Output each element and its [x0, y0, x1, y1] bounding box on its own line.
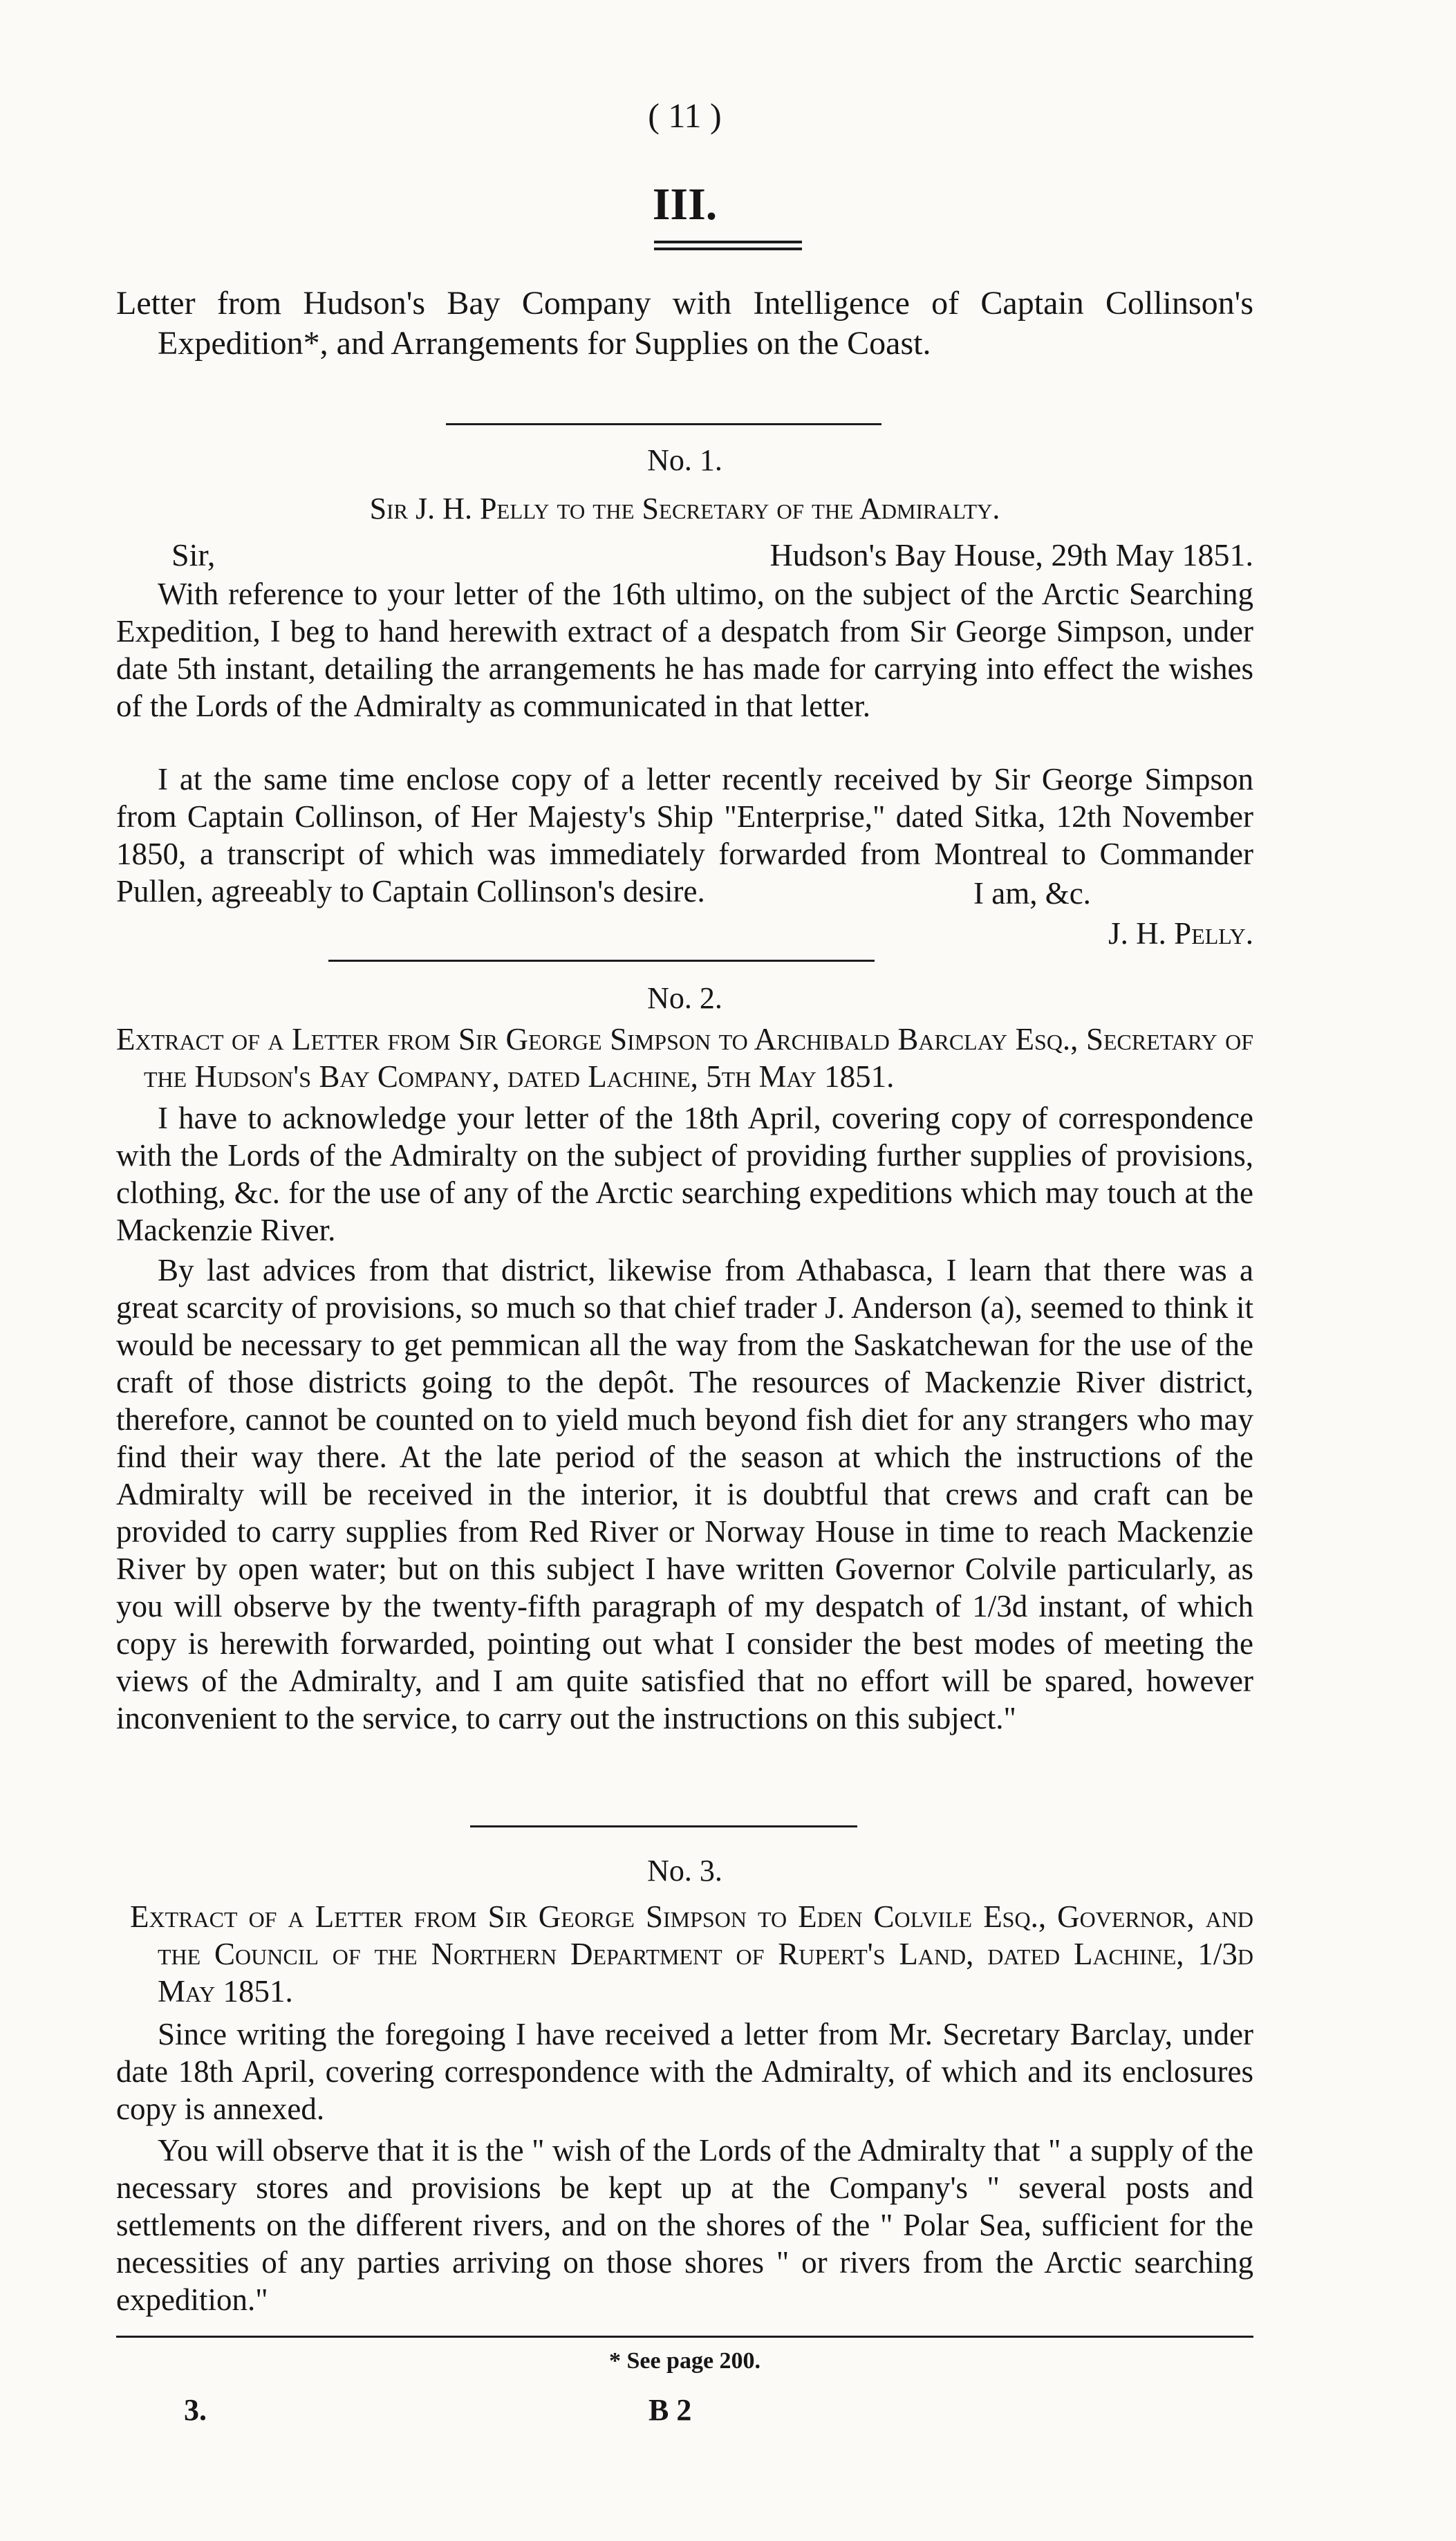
letter1-address-date: Hudson's Bay House, 29th May 1851.	[769, 537, 1253, 573]
letter1-salutation: Sir,	[171, 537, 216, 573]
letter3-paragraph-1: Since writing the foregoing I have received a letter from Mr. Secretary Barclay, under date 18th April, covering correspondence with the Admiralty, of which and its enclosures copy is annexed.	[116, 2017, 1253, 2126]
letter2-number: No. 2.	[647, 981, 722, 1015]
letter1-number: No. 1.	[647, 443, 722, 477]
letter1-closing: I am, &c.	[973, 876, 1091, 911]
divider-2	[328, 960, 875, 962]
letter2-paragraph-1: I have to acknowledge your letter of the 18th April, covering copy of correspondence with the Lords of the Admiralty on the subject of providing further supplies of provisions, clothing, &c. for the use of any of the Arctic searching expeditions which may touch at the Mackenzie River.	[116, 1101, 1253, 1247]
letter2-paragraph-2: By last advices from that district, likewise from Athabasca, I learn that there was a great scarcity of provisions, so much so that chief trader J. Anderson (a), seemed to think it would be necessary to get pemmican all the way from the Saskatchewan for the use of the craft of those districts going to the depôt. The resources of Mackenzie River district, therefore, cannot be counted on to yield much beyond fish diet for any strangers who may find their way there. At the late period of the season at which the instructions of the Admiralty will be received in the interior, it is doubtful that crews and craft can be provided to carry supplies from Red River or Norway House in time to reach Mackenzie River by open water; but on this subject I have written Governor Colvile particularly, as you will observe by the twenty-fifth paragraph of my despatch of 1/3d instant, of which copy is herewith forwarded, pointing out what I consider the best modes of meeting the views of the Admiralty, and I am quite satisfied that no effort will be spared, however inconvenient to the service, to carry out the instructions on this subject."	[116, 1253, 1253, 1735]
divider-3	[470, 1825, 857, 1827]
footer-signature: B 2	[648, 2393, 692, 2427]
section-number: III.	[652, 179, 718, 230]
letter3-heading: Extract of a Letter from Sir George Simpson to Eden Colvile Esq., Governor, and the Council of the Northern Department of Rupert's Land, dated Lachine, 1/3d May 1851.	[130, 1899, 1253, 2009]
divider-1	[446, 423, 881, 425]
footnote: * See page 200.	[608, 2348, 761, 2374]
letter1-paragraph-2: I at the same time enclose copy of a letter recently received by Sir George Simpson from Captain Collinson, of Her Majesty's Ship "Enterprise," dated Sitka, 12th November 1850, a transcript of which was immediately forwarded from Montreal to Commander Pullen, agreeably to Captain Collinson's desire.	[116, 762, 1253, 909]
letter1-heading: Sir J. H. Pelly to the Secretary of the Admiralty.	[369, 492, 1000, 525]
letter3-number: No. 3.	[647, 1854, 722, 1888]
letter1-paragraph-1: With reference to your letter of the 16th ultimo, on the subject of the Arctic Searching Expedition, I beg to hand herewith extract of a despatch from Sir George Simpson, under date 5th instant, detailing the arrangements he has made for carrying into effect the wishes of the Lords of the Admiralty as communicated in that letter.	[116, 577, 1253, 723]
footnote-rule	[116, 2336, 1253, 2338]
page-number: ( 11 )	[648, 96, 722, 135]
letter2-heading: Extract of a Letter from Sir George Simpson to Archibald Barclay Esq., Secretary of the Hudson's Bay Company, dated Lachine, 5th May 1851.	[116, 1022, 1253, 1094]
letter3-paragraph-2: You will observe that it is the " wish of the Lords of the Admiralty that " a supply of the necessary stores and provisions be kept up at the Company's " several posts and settlements on the different rivers, and on the shores of the " Polar Sea, sufficient for the necessities of any parties arriving on those shores " or rivers from the Arctic searching expedition."	[116, 2133, 1253, 2317]
footer-left: 3.	[184, 2393, 207, 2427]
letter1-signature: J. H. Pelly.	[1108, 916, 1253, 951]
section-title: Letter from Hudson's Bay Company with Intelligence of Captain Collinson's Expedition*, and Arrangements for Supplies on the Coast.	[116, 285, 1253, 362]
title-double-rule	[654, 241, 802, 250]
